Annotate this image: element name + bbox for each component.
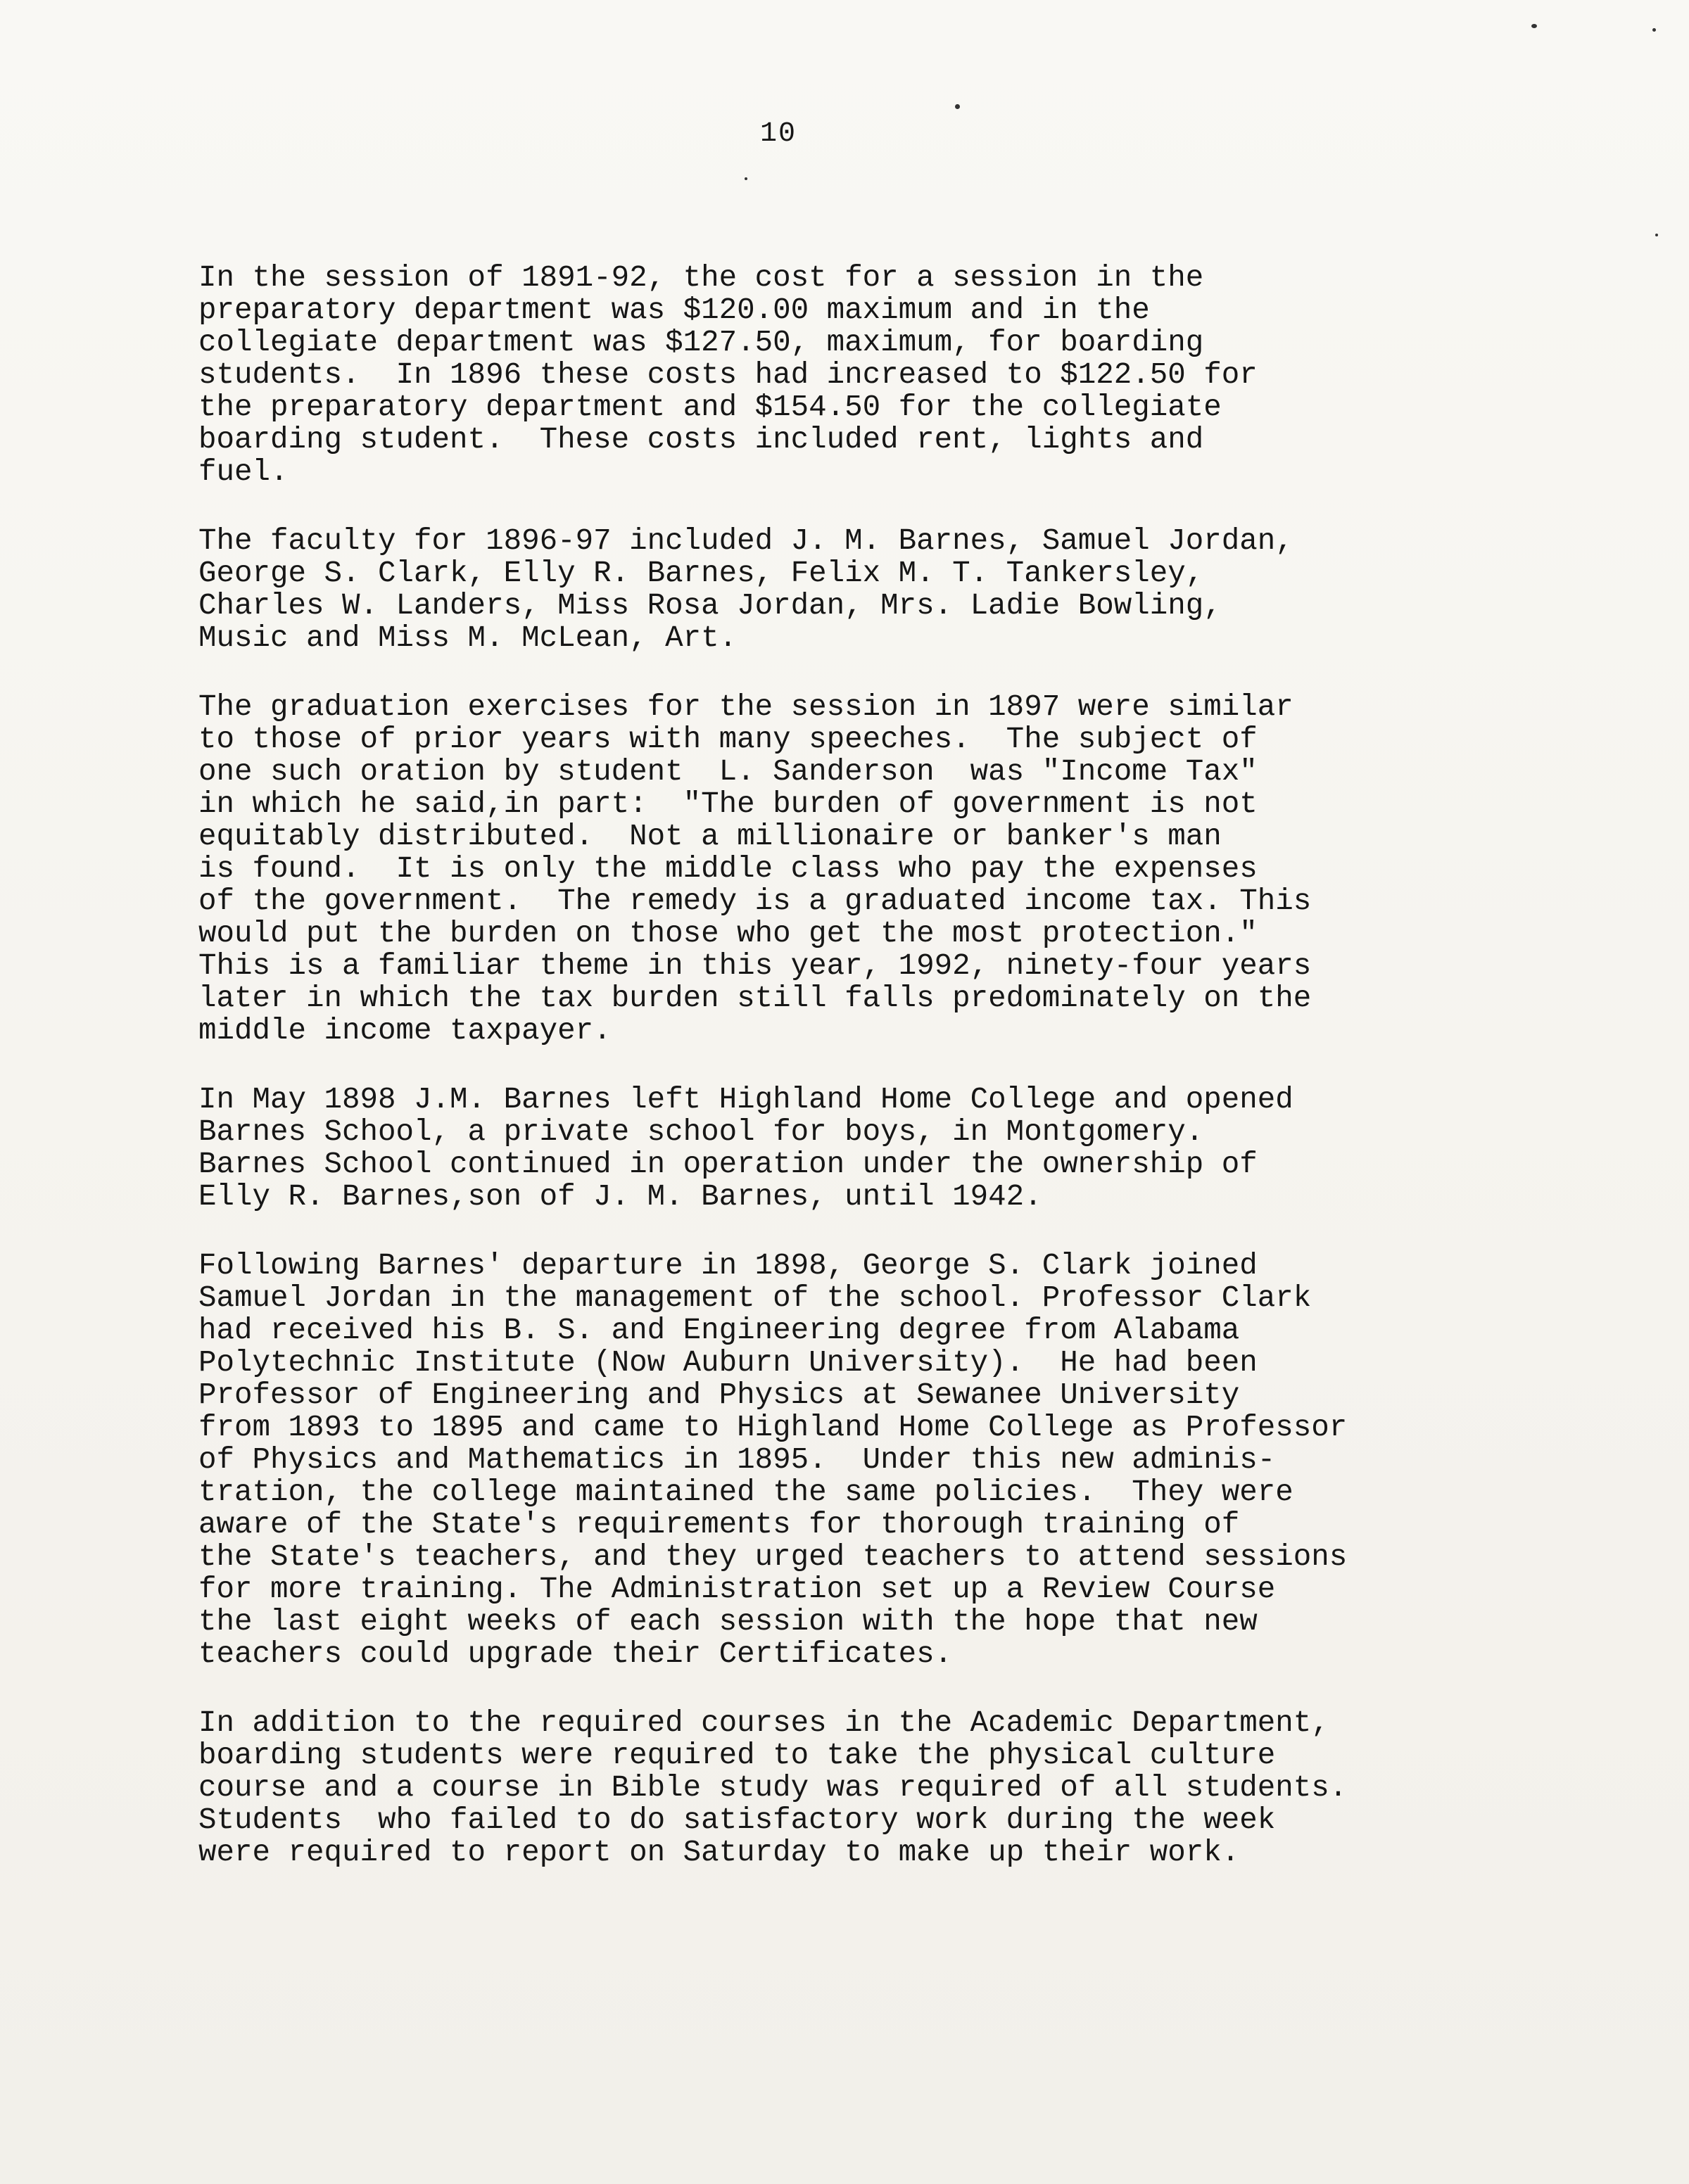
text-line: In the session of 1891-92, the cost for a session in the bbox=[198, 261, 1204, 295]
ink-speck bbox=[1655, 234, 1658, 236]
ink-speck bbox=[955, 104, 960, 109]
text-line: had received his B. S. and Engineering degree from Alabama bbox=[198, 1314, 1240, 1347]
paragraph-faculty bbox=[198, 525, 1522, 654]
text-line: from 1893 to 1895 and came to Highland Home College as Professor bbox=[198, 1411, 1348, 1445]
text-line: is found. It is only the middle class who pay the expenses bbox=[198, 852, 1258, 886]
text-line: in which he said,in part: "The burden of government is not bbox=[198, 787, 1258, 821]
text-line: one such oration by student L. Sanderson was "Income Tax" bbox=[198, 755, 1258, 789]
text-line: for more training. The Administration set up a Review Course bbox=[198, 1573, 1276, 1606]
ink-speck bbox=[1531, 24, 1537, 28]
text-line: Charles W. Landers, Miss Rosa Jordan, Mrs. Ladie Bowling, bbox=[198, 589, 1222, 623]
text-line: Barnes School, a private school for boys, in Montgomery. bbox=[198, 1115, 1204, 1149]
text-line: middle income taxpayer. bbox=[198, 1014, 612, 1048]
paragraph-courses bbox=[198, 1707, 1522, 1869]
text-line: fuel. bbox=[198, 455, 289, 489]
text-line: boarding student. These costs included rent, lights and bbox=[198, 423, 1204, 457]
text-line: aware of the State's requirements for thorough training of bbox=[198, 1508, 1240, 1542]
text-line: Polytechnic Institute (Now Auburn University). He had been bbox=[198, 1346, 1258, 1380]
text-line: The graduation exercises for the session in 1897 were similar bbox=[198, 690, 1293, 724]
text-line: Professor of Engineering and Physics at Sewanee University bbox=[198, 1378, 1240, 1412]
text-line: the last eight weeks of each session with the hope that new bbox=[198, 1605, 1258, 1639]
paragraph-barnes-school bbox=[198, 1084, 1522, 1213]
paragraph-clark bbox=[198, 1250, 1522, 1670]
text-line: of Physics and Mathematics in 1895. Under this new adminis- bbox=[198, 1443, 1276, 1477]
text-line: Following Barnes' departure in 1898, George S. Clark joined bbox=[198, 1249, 1258, 1283]
text-line: George S. Clark, Elly R. Barnes, Felix M. T. Tankersley, bbox=[198, 557, 1204, 590]
text-line: collegiate department was $127.50, maximum, for boarding bbox=[198, 326, 1204, 360]
text-line: Students who failed to do satisfactory work during the week bbox=[198, 1803, 1276, 1837]
text-line: later in which the tax burden still falls predominately on the bbox=[198, 982, 1312, 1015]
paragraph-costs bbox=[198, 262, 1522, 488]
text-line: boarding students were required to take the physical culture bbox=[198, 1739, 1276, 1772]
text-line: The faculty for 1896-97 included J. M. Barnes, Samuel Jordan, bbox=[198, 524, 1293, 558]
text-line: In addition to the required courses in the Academic Department, bbox=[198, 1706, 1329, 1740]
text-line: Samuel Jordan in the management of the school. Professor Clark bbox=[198, 1281, 1312, 1315]
text-line: students. In 1896 these costs had increased to $122.50 for bbox=[198, 358, 1258, 392]
text-line: Music and Miss M. McLean, Art. bbox=[198, 621, 738, 655]
text-line: In May 1898 J.M. Barnes left Highland Home College and opened bbox=[198, 1083, 1293, 1117]
text-line: of the government. The remedy is a graduated income tax. This bbox=[198, 884, 1312, 918]
page-number: 10 bbox=[760, 118, 797, 150]
text-line: equitably distributed. Not a millionaire or banker's man bbox=[198, 820, 1222, 853]
text-line: course and a course in Bible study was required of all students. bbox=[198, 1771, 1348, 1805]
text-line: This is a familiar theme in this year, 1992, ninety-four years bbox=[198, 949, 1312, 983]
text-line: were required to report on Saturday to make up their work. bbox=[198, 1836, 1240, 1869]
text-line: preparatory department was $120.00 maximum and in the bbox=[198, 293, 1150, 327]
text-line: the State's teachers, and they urged teachers to attend sessions bbox=[198, 1540, 1348, 1574]
ink-speck bbox=[745, 177, 747, 180]
text-line: the preparatory department and $154.50 for the collegiate bbox=[198, 391, 1222, 424]
paragraph-graduation bbox=[198, 691, 1522, 1047]
text-line: would put the burden on those who get the most protection." bbox=[198, 917, 1258, 951]
text-line: teachers could upgrade their Certificates. bbox=[198, 1637, 953, 1671]
text-line: Barnes School continued in operation under the ownership of bbox=[198, 1148, 1258, 1181]
ink-speck bbox=[1652, 28, 1656, 32]
text-line: Elly R. Barnes,son of J. M. Barnes, until 1942. bbox=[198, 1180, 1042, 1214]
text-line: to those of prior years with many speeches. The subject of bbox=[198, 723, 1258, 756]
text-line: tration, the college maintained the same policies. They were bbox=[198, 1475, 1293, 1509]
body-text bbox=[198, 262, 1522, 1869]
